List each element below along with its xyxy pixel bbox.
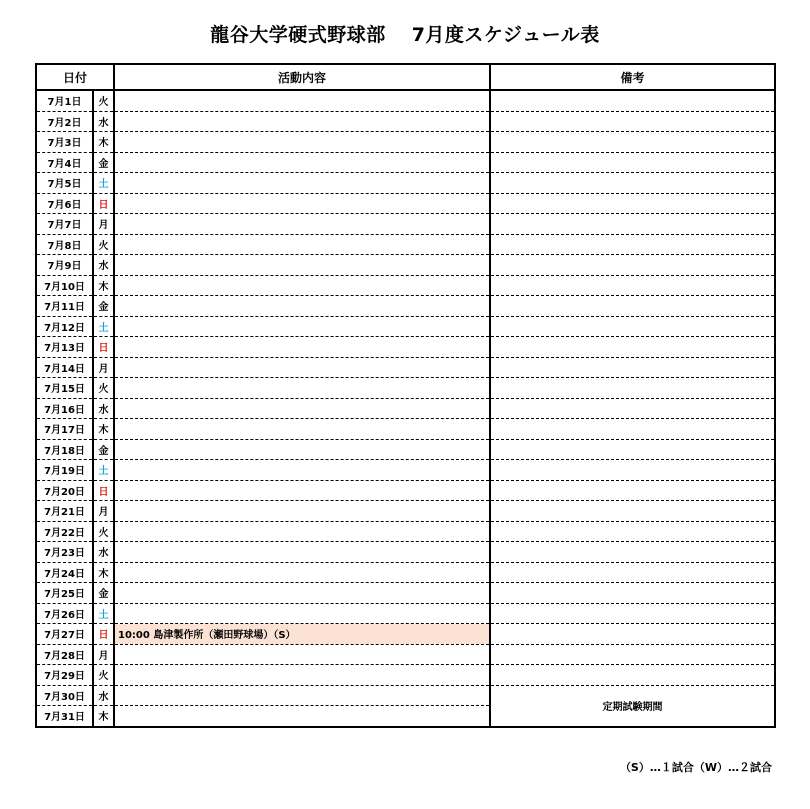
table-row <box>36 111 775 132</box>
activity-cell <box>114 501 490 522</box>
weekday-cell: 月 <box>93 501 114 522</box>
weekday-cell: 日 <box>93 193 114 214</box>
activity-cell <box>114 583 490 604</box>
table-row <box>36 439 775 460</box>
weekday-cell: 土 <box>93 173 114 194</box>
date-cell: 7月21日 <box>36 501 93 522</box>
weekday-cell: 火 <box>93 665 114 686</box>
weekday-cell: 月 <box>93 214 114 235</box>
activity-cell <box>114 542 490 563</box>
date-cell: 7月28日 <box>36 644 93 665</box>
activity-cell <box>114 173 490 194</box>
weekday-cell: 火 <box>93 521 114 542</box>
weekday-cell: 木 <box>93 132 114 153</box>
activity-cell <box>114 234 490 255</box>
table-row <box>36 296 775 317</box>
table-row <box>36 562 775 583</box>
table-row <box>36 234 775 255</box>
notes-cell <box>490 398 775 419</box>
activity-cell <box>114 685 490 706</box>
weekday-cell: 日 <box>93 337 114 358</box>
exam-period-note: 定期試験期間 <box>490 685 775 727</box>
activity-cell <box>114 460 490 481</box>
weekday-cell: 水 <box>93 255 114 276</box>
notes-cell <box>490 624 775 645</box>
header-activity: 活動内容 <box>114 64 490 90</box>
weekday-cell: 火 <box>93 90 114 111</box>
table-row <box>36 378 775 399</box>
notes-cell <box>490 275 775 296</box>
date-cell: 7月4日 <box>36 152 93 173</box>
table-row <box>36 419 775 440</box>
activity-cell <box>114 706 490 727</box>
header-row <box>36 64 775 90</box>
notes-cell <box>490 603 775 624</box>
notes-cell <box>490 357 775 378</box>
table-row <box>36 193 775 214</box>
notes-cell <box>490 521 775 542</box>
notes-cell <box>490 501 775 522</box>
table-row <box>36 337 775 358</box>
notes-cell <box>490 644 775 665</box>
weekday-cell: 日 <box>93 480 114 501</box>
date-cell: 7月27日 <box>36 624 93 645</box>
activity-cell <box>114 480 490 501</box>
weekday-cell: 木 <box>93 706 114 727</box>
date-cell: 7月2日 <box>36 111 93 132</box>
date-cell: 7月15日 <box>36 378 93 399</box>
activity-cell <box>114 152 490 173</box>
date-cell: 7月30日 <box>36 685 93 706</box>
date-cell: 7月11日 <box>36 296 93 317</box>
activity-cell <box>114 439 490 460</box>
date-cell: 7月26日 <box>36 603 93 624</box>
notes-cell <box>490 419 775 440</box>
table-row <box>36 316 775 337</box>
activity-cell <box>114 603 490 624</box>
activity-cell <box>114 665 490 686</box>
notes-cell <box>490 296 775 317</box>
notes-cell <box>490 439 775 460</box>
notes-cell <box>490 542 775 563</box>
table-row <box>36 90 775 111</box>
activity-cell <box>114 337 490 358</box>
weekday-cell: 金 <box>93 583 114 604</box>
weekday-cell: 金 <box>93 439 114 460</box>
date-cell: 7月5日 <box>36 173 93 194</box>
date-cell: 7月19日 <box>36 460 93 481</box>
weekday-cell: 水 <box>93 111 114 132</box>
activity-cell <box>114 378 490 399</box>
activity-cell <box>114 562 490 583</box>
notes-cell <box>490 111 775 132</box>
weekday-cell: 金 <box>93 152 114 173</box>
date-cell: 7月8日 <box>36 234 93 255</box>
notes-cell <box>490 378 775 399</box>
table-row <box>36 173 775 194</box>
weekday-cell: 水 <box>93 398 114 419</box>
table-row <box>36 152 775 173</box>
activity-cell <box>114 90 490 111</box>
activity-cell <box>114 111 490 132</box>
activity-cell <box>114 419 490 440</box>
legend: （S）…１試合（W）…２試合 <box>619 761 772 774</box>
activity-cell <box>114 193 490 214</box>
schedule-rows <box>36 90 775 727</box>
table-row <box>36 398 775 419</box>
activity-cell <box>114 132 490 153</box>
date-cell: 7月12日 <box>36 316 93 337</box>
notes-cell <box>490 460 775 481</box>
notes-cell <box>490 583 775 604</box>
weekday-cell: 土 <box>93 460 114 481</box>
table-row <box>36 275 775 296</box>
table-row <box>36 214 775 235</box>
activity-cell <box>114 521 490 542</box>
weekday-cell: 月 <box>93 644 114 665</box>
date-cell: 7月29日 <box>36 665 93 686</box>
weekday-cell: 火 <box>93 234 114 255</box>
date-cell: 7月13日 <box>36 337 93 358</box>
notes-cell <box>490 214 775 235</box>
weekday-cell: 月 <box>93 357 114 378</box>
table-row <box>36 480 775 501</box>
activity-cell <box>114 644 490 665</box>
weekday-cell: 木 <box>93 419 114 440</box>
notes-cell <box>490 193 775 214</box>
table-row <box>36 603 775 624</box>
table-row <box>36 685 775 706</box>
activity-cell <box>114 357 490 378</box>
weekday-cell: 水 <box>93 685 114 706</box>
notes-cell <box>490 480 775 501</box>
weekday-cell: 水 <box>93 542 114 563</box>
date-cell: 7月25日 <box>36 583 93 604</box>
title-club: 龍谷大学硬式野球部 <box>210 24 386 46</box>
date-cell: 7月7日 <box>36 214 93 235</box>
notes-cell <box>490 337 775 358</box>
weekday-cell: 木 <box>93 275 114 296</box>
table-row <box>36 644 775 665</box>
notes-cell <box>490 255 775 276</box>
table-row <box>36 255 775 276</box>
date-cell: 7月1日 <box>36 90 93 111</box>
title-schedule: 7月度スケジュール表 <box>411 24 600 46</box>
schedule-table <box>35 63 776 728</box>
date-cell: 7月22日 <box>36 521 93 542</box>
header-date: 日付 <box>36 64 114 90</box>
notes-cell <box>490 316 775 337</box>
date-cell: 7月6日 <box>36 193 93 214</box>
activity-cell <box>114 255 490 276</box>
notes-cell <box>490 90 775 111</box>
header-notes: 備考 <box>490 64 775 90</box>
table-row <box>36 132 775 153</box>
page-title <box>0 20 810 47</box>
notes-cell <box>490 562 775 583</box>
date-cell: 7月23日 <box>36 542 93 563</box>
notes-cell <box>490 665 775 686</box>
date-cell: 7月3日 <box>36 132 93 153</box>
notes-cell <box>490 173 775 194</box>
weekday-cell: 火 <box>93 378 114 399</box>
notes-cell <box>490 132 775 153</box>
weekday-cell: 木 <box>93 562 114 583</box>
table-row <box>36 521 775 542</box>
activity-cell <box>114 398 490 419</box>
date-cell: 7月14日 <box>36 357 93 378</box>
activity-cell <box>114 316 490 337</box>
date-cell: 7月20日 <box>36 480 93 501</box>
table-row <box>36 542 775 563</box>
date-cell: 7月9日 <box>36 255 93 276</box>
activity-cell <box>114 275 490 296</box>
notes-cell <box>490 234 775 255</box>
table-row <box>36 624 775 645</box>
date-cell: 7月16日 <box>36 398 93 419</box>
activity-cell: 10:00 島津製作所（瀬田野球場）（S） <box>114 624 490 645</box>
activity-cell <box>114 214 490 235</box>
weekday-cell: 日 <box>93 624 114 645</box>
table-row <box>36 460 775 481</box>
activity-cell <box>114 296 490 317</box>
table-row <box>36 583 775 604</box>
notes-cell <box>490 152 775 173</box>
table-row <box>36 665 775 686</box>
weekday-cell: 土 <box>93 603 114 624</box>
date-cell: 7月24日 <box>36 562 93 583</box>
table-row <box>36 357 775 378</box>
date-cell: 7月17日 <box>36 419 93 440</box>
weekday-cell: 土 <box>93 316 114 337</box>
date-cell: 7月10日 <box>36 275 93 296</box>
date-cell: 7月31日 <box>36 706 93 727</box>
date-cell: 7月18日 <box>36 439 93 460</box>
weekday-cell: 金 <box>93 296 114 317</box>
table-row <box>36 501 775 522</box>
